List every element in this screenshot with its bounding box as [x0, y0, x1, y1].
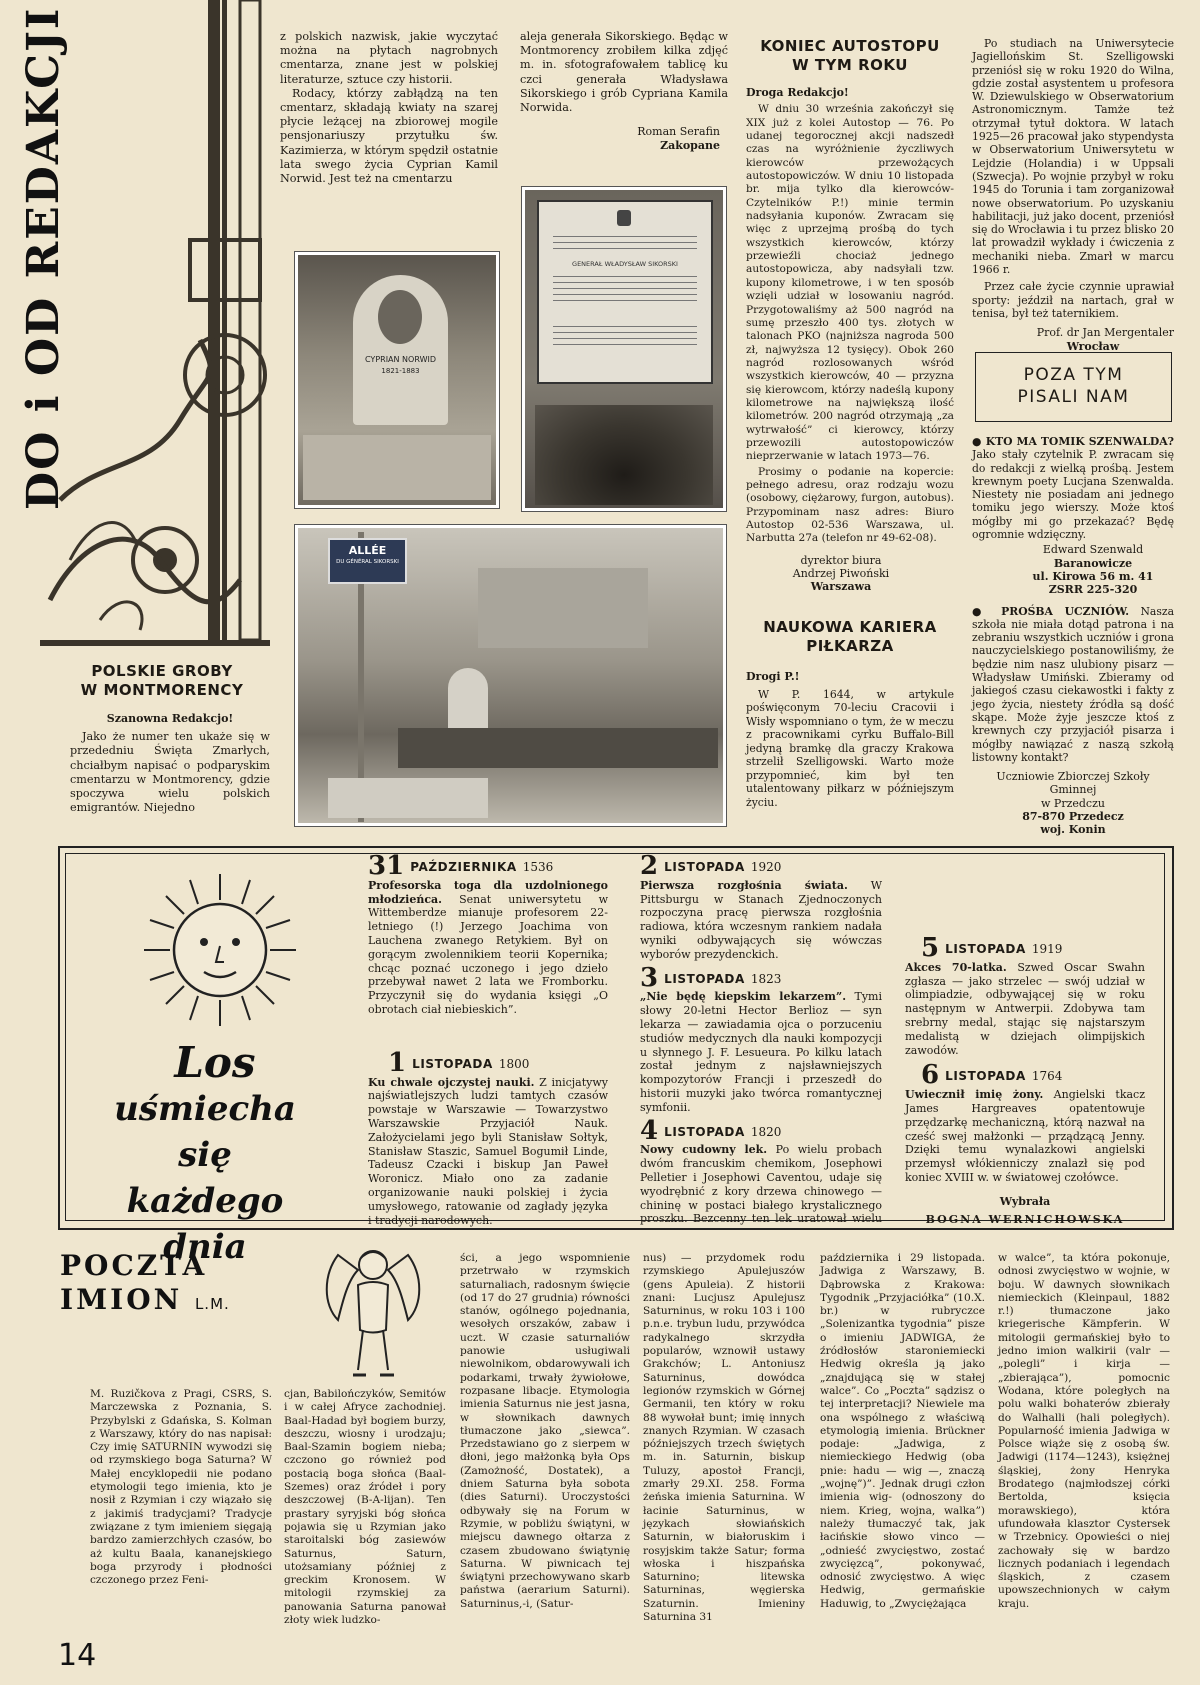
others-item2-body: Nasza szkoła nie miała dotąd patrona i na zebraniu wszystkich uczniów i grona nauczycielskiego postanowiliśmy, że będzie nim nasz ulubiony pisarz — Władysław Umiński. Zbieramy od jakiegoś czasu ciekawostki i fakty z jego życia, niestety źródła są dość skąpe. Może żyje jeszcze ktoś z krewnych czy przyjaciół pisarza i mógłby nawiązać z naszą szkołą listowny kontakt?	[972, 604, 1175, 764]
calendar-entry-year: 1800	[498, 1056, 530, 1071]
autostop-signature: dyrektor biura	[800, 553, 882, 567]
autostop-greeting: Droga Redakcjo!	[746, 86, 849, 99]
calendar-entry-head: Akces 70-latka.	[905, 960, 1007, 974]
photo-sikorski-plaque	[522, 187, 726, 511]
calendar-script-line3: każdego dnia	[126, 1181, 284, 1267]
calendar-entry-body: Angielski tkacz James Hargreaves opatentowuje przędzarkę mechaniczną, którą nazwał na cześć swej małżonki — prządzącą Jenny. Dzięki temu wynalazkowi angielski przemysł włókienniczy znalazł się pod koniec XVIII w. w światowej czołówce.	[905, 1088, 1146, 1184]
calendar-entry-year: 1536	[522, 860, 554, 874]
others-item2-signature: Uczniowie Zbiorczej Szkoły Gminnej	[996, 770, 1150, 797]
calendar-entry-body: Szwed Oscar Swahn zgłasza — jako strzelec — swój udział w olimpiadzie, odbywającej się w roku następnym w Antwerpii. Zdobywa tam srebrny medal, stając się najstarszym medalistą w dziejach olimpijskich zawodów.	[905, 960, 1146, 1057]
calendar-entry-month: PAŹDZIERNIKA	[410, 860, 517, 874]
calendar-entry-month: LISTOPADA	[412, 1056, 493, 1071]
names-column-6: w walce”, ta która pokonuje, odnosi zwycięstwo w wojnie, w boju. W dawnych słownikach niemieckich (Kleinpaul, 1882 r.!) tłumaczone jako kriegerische Kämpferin. W mitologii germańskiej było to jedno imion walkirii (valr — „polegli” i kirja — „zbierająca”), pomocnic Wodana, które poległych na polu walki bohaterów zbierały do Walhalli (hali poległych). Popularność imienia Jadwiga w Polsce wiąże się z osobą św. Jadwigi (1174—1243), księżnej śląskiej, żony Henryka Brodatego (najmłodszej córki Bertolda, księcia morawskiego), która ufundowała klasztor Cystersek w Trzebnicy. Opowieści o niej zachowały się w bardzo licznych podaniach i legendach śląskich, z czasem upowszechnionych w całym kraju.	[998, 1252, 1170, 1610]
calendar-entry-day: 2	[640, 851, 659, 881]
calendar-entry-body: Tymi słowy 20-letni Hector Berlioz — syn lekarza — zawiadamia ojca o porzuceniu studiów medycznych dla nauki kompozycji u słynnego J. F. Lesueura. Po kilku latach został jednym z najsławniejszych kompozytorów Francji i przeszedł do historii muzyki jako twórca romantycznej symfonii.	[640, 990, 882, 1114]
calendar-entry-year: 1823	[750, 971, 782, 986]
footballer-paragraph: Po studiach na Uniwersytecie Jagiellońskim St. Szelligowski przeniósł się w roku 1920 do Wilna, gdzie został asystentem u profesora W. Dziewulskiego w Obserwatorium Astronomicznym. Tamże też otrzymał tytuł doktora. W latach 1925—26 pracował jako stypendysta w Obserwatorium Uniwersytetu w Lejdzie (Holandia) i w Uppsali (Szwecja). Po wojnie przybył w roku 1945 do Torunia i tam zorganizował nowe obserwatorium. Po uzyskaniu habilitacji, już jako docent, przeniósł się do Wrocławia i tu przez blisko 20 lat prowadził wykłady i ćwiczenia z mechaniki nieba. Zmarł w marcu 1966 r.	[972, 37, 1174, 277]
names-column-4: nus) — przydomek rodu rzymskiego Apulejuszów (gens Apuleia). Z historii znani: Lucjusz Apulejusz Saturninus, w roku 103 i 100 p.n.e. trybun ludu, przywódca radykalnego skrzydła popularów, wznowił ustawy Grakchów; L. Antoniusz Saturninus, dowódca legionów rzymskich w Górnej Germanii, ten który w roku 88 wywołał bunt; imię innych znanych Rzymian. W czasach późniejszych trzech świętych m. in. Saturnin, biskup Tuluzy, apostoł Francji, zmarły 29.XI. 258. Forma żeńska imienia Saturnina. W łacinie Saturninus, w językach słowiańskich Saturnin, w białoruskim i rosyjskim także Satur; forma włoska i hiszpańska Saturnino; litewska Saturninas, węgierska Szaturnin. Imieniny Saturnina 31	[643, 1252, 805, 1624]
photo-sign-text-line2: DU GÉNÉRAL SIKORSKI	[336, 559, 399, 565]
calendar-entry-day: 31	[368, 851, 405, 881]
calendar-entry-body: Po wielu probach dwóm francuskim chemikom, Josephowi Pelletier i Josephowi Caventou, udaje się wyodrębnić z kory drzewa chinowego — chininę w postaci białego krystalicznego proszku. Bezcenny ten lek uratował wielu	[640, 1143, 882, 1226]
graves-signature-city: Zakopane	[660, 139, 720, 153]
sun-illustration	[140, 870, 300, 1030]
others-item2-signature: 87-870 Przedecz	[1022, 810, 1124, 824]
others-title-line1: POZA TYM	[1023, 365, 1124, 385]
photo-sign-text-line1: ALLÉE	[348, 544, 387, 557]
footballer-greeting: Drogi P.!	[746, 670, 800, 683]
others-item2-signature: woj. Konin	[1040, 823, 1106, 837]
calendar-entry-month: LISTOPADA	[945, 942, 1026, 956]
names-title-line1: POCZTA	[60, 1249, 208, 1282]
autostop-signature: Warszawa	[810, 580, 872, 594]
autostop-paragraph: Prosimy o podanie na kopercie: pełnego adresu, oraz rodzaju wozu (osobowy, ciężarowy, furgon, autobus). Przypominam nasz adres: Biuro Autostop 02-536 Warszawa, ul. Narbutta 27a (telefon nr 49-62-08).	[746, 465, 955, 545]
calendar-script-line1: Los	[174, 1038, 256, 1087]
calendar-entry-0	[368, 851, 608, 1017]
photo-cemetery-alley	[295, 525, 726, 826]
others-item1-signature: ul. Kirowa 56 m. 41	[1032, 569, 1154, 583]
calendar-entry-body: Senat uniwersytetu w Wittemberdze mianuje profesorem 22-letniego (!) Jerzego Joachima von Lauchena zwanego Retykiem. Był on gorącym zwolennikiem teorii Kopernika; chcąc poznać uczonego i jego dzieło przebywał nawet 2 lata we Fromborku. Przyczynił się do wydania księgi „O obrotach ciał niebieskich”.	[368, 892, 608, 1016]
calendar-entry-1	[368, 1047, 609, 1228]
calendar-entry-year: 1820	[750, 1124, 782, 1139]
others-item1-signature: ZSRR 225-320	[1048, 583, 1138, 597]
graves-signature-name: Roman Serafin	[637, 125, 720, 139]
calendar-entry-5	[905, 933, 1146, 1057]
page-number: 14	[58, 1638, 97, 1673]
graves-title-line2: W MONTMORENCY	[80, 681, 244, 699]
calendar-entry-day: 1	[388, 1047, 407, 1078]
footballer-title-line2: PIŁKARZA	[806, 637, 894, 655]
calendar-entry-month: LISTOPADA	[945, 1069, 1026, 1084]
calendar-entry-2	[640, 851, 882, 962]
names-column-1: M. Ruzičkova z Pragi, CSRS, S. Marczewska z Poznania, S. Przybylski z Gdańska, S. Kolman z Warszawy, który do nas napisał: Czy imię SATURNIN wywodzi się od rzymskiego boga Saturna? W Małej encyklopedii nie podano etymologii tego imienia, kto je nosił z Rzymian i czy wiązało się z jakimiś tradycjami? Tradycje związane z tym imieniem sięgają bardzo zamierzchłych czasów, bo aż kultu Baala, kananejskiego boga przyrody i płodności czczonego przez Feni-	[90, 1388, 272, 1587]
calendar-entry-year: 1920	[750, 860, 782, 874]
calendar-signature-label: Wybrała	[999, 1194, 1051, 1208]
autostop-title-line1: KONIEC AUTOSTOPU	[760, 37, 940, 55]
calendar-entry-year: 1764	[1031, 1069, 1063, 1084]
others-title-line2: PISALI NAM	[1017, 387, 1130, 407]
autostop-paragraph: W dniu 30 września zakończył się XIX już z kolei Autostop — 76. Po udanej tegorocznej akcji nadszedł czas na wyróżnienie życzliwych kierowców przewożących autostopowiczów. W dniu 10 listopada br. mija tylko dla kierowców-Czytelników P.!) minie termin nadsyłania kuponów. Zwracam się więc z uprzejmą prośbą do tych wszystkich kierowców, którzy przewieźli chociaż jednego autostopowicza, aby nadsyłali tzw. kupony kilometrowe, i w ten sposób wzięli udział w losowaniu nagród. Przygotowaliśmy aż 500 nagród na sumę przeszło 400 tys. złotych w talonach PKO (najniższa nagroda 500 zł, najwyższa 12 tysięcy). Obok 260 nagród rozlosowanych wśród wszystkich kierowców, 40 — przyzna się kierowcom, którzy nadeślą kupony kilometrowe na największą ilość kilometrów. 200 nagród otrzymają „za wytrwałość” ci kierowcy, którzy przewozili autostopowiczów nieprzerwanie w latach 1973—76.	[746, 103, 954, 463]
calendar-entry-head: „Nie będę kiepskim lekarzem”.	[640, 990, 847, 1004]
calendar-entry-month: LISTOPADA	[664, 860, 745, 874]
cherub-illustration	[318, 1235, 428, 1380]
autostop-signature: Andrzej Piwoński	[792, 567, 890, 581]
photo-norwid-caption: CYPRIAN NORWID	[364, 355, 437, 364]
calendar-entry-head: Uwiecznił imię żony.	[905, 1088, 1044, 1102]
others-item1-heading: ● KTO MA TOMIK SZENWALDA?	[972, 435, 1174, 448]
calendar-entry-month: LISTOPADA	[664, 1124, 745, 1139]
graves-paragraph: Rodacy, którzy zabłądzą na ten cmentarz, składają kwiaty na szarej płycie leżącej na zbiorowej mogile pensjonariuszy przytułku św. Kazimierza, w którym spędził ostatnie lata swego życia Cyprian Kamil Norwid. Jest też na cmentarzu	[280, 86, 498, 186]
graves-title-line1: POLSKIE GROBY	[91, 662, 233, 680]
footballer-paragraph: Przez całe życie czynnie uprawiał sporty: jeździł na nartach, grał w tenisa, był też taternikiem.	[972, 280, 1174, 320]
calendar-entry-year: 1919	[1031, 942, 1063, 956]
calendar-entry-6	[905, 1060, 1146, 1184]
calendar-entry-4	[640, 1115, 882, 1226]
calendar-entry-3	[640, 962, 882, 1115]
section-title-vertical: DO i OD REDAKCJI	[18, 6, 69, 510]
photo-norwid-grave	[295, 252, 499, 508]
footballer-signature: Prof. dr Jan Mergentaler	[1036, 326, 1174, 340]
names-column-5: października i 29 listopada. Jadwiga z Warszawy, B. Dąbrowska z Krakowa: Tygodnik „Przyjaciółka” (10.X. br.) w rubryczce „Solenizantka tygodnia” pisze o imieniu JADWIGA, że źródłosłów staroniemiecki Hedwig określa ją jako „znajdującą się w stałej walce”. Co „Poczta” sądzisz o tej interpretacji? Niewiele ma ona wspólnego z właściwą etymologią imienia. Brückner podaje: „Jadwiga, z niemieckiego Hedwig (oba pnie: hadu — wig —, znaczą „wojnę”)”. Jednak drugi człon imienia wig- (odnoszony do niem. Krieg, wojna, walka”) należy tłumaczyć tak, jak łacińskie słowo vinco — „odnieść zwycięstwo, zostać zwycięzcą”, pokonywać, odnosić zwycięstwo. A więc Hedwig, germańskie Haduwig, to „Zwyciężająca	[820, 1252, 985, 1610]
calendar-entry-day: 4	[640, 1115, 659, 1146]
names-title-line2: IMION	[60, 1283, 183, 1316]
others-item1-signature: Baranowicze	[1053, 556, 1133, 570]
calendar-entry-day: 6	[921, 1060, 940, 1091]
photo-norwid-dates: 1821-1883	[381, 367, 420, 375]
names-column-2: cjan, Babilończyków, Semitów i w całej Afryce zachodniej. Baal-Hadad był bogiem burzy, deszczu, wiosny i urodzaju; Baal-Szamin bogiem nieba; czczono go również pod postacią boga słońca (Baal-Szemes) oraz źródeł i pory deszczowej (B-A-lijan). Ten prastary syryjski bóg słońca pojawia się u Rzymian jako staroitalski bóg zasiewów Saturnus, Saturn, utożsamiany później z greckim Kronosem. W mitologii rzymskiej za panowania Saturna panował złoty wiek ludzko-	[284, 1388, 446, 1627]
others-item1-signature: Edward Szenwald	[1042, 543, 1144, 557]
footballer-paragraph: W P. 1644, w artykule poświęconym 70-leciu Cracovii i Wisły wspomniano o tym, że w meczu z pracownikami cyrku Buffalo-Bill jedyną bramkę dla graczy Krakowa strzelił Szelligowski. Warto może przypomnieć, kim był ten utalentowany piłkarz w późniejszym życiu.	[746, 687, 954, 809]
names-column-3: ści, a jego wspomnienie przetrwało w rzymskich saturnaliach, radosnym święcie (od 17 do 27 grudnia) równości stanów, ogólnego pojednania, wesołych orszaków, zabaw i uczt. W czasie saturnaliów panowie usługiwali niewolnikom, obdarowywali ich podarkami, trwały żywiołowe, rozpasane libacje. Etymologia imienia Saturnus nie jest jasna, w słownikach dawnych tłumaczone jako „siewca”. Przedstawiano go z sierpem w dłoni, jego małżonką była Ops (Zamożność, Dostatek), a dniem Saturna była sobota (dies Saturni). Uroczystości odbywały się na Forum w Rzymie, w pobliżu świątyni, w miejscu dawnego ołtarza z czasem zbudowano świątynię Saturna. W piwnicach tej świątyni przechowywano skarb państwa (aerarium Saturni). Saturninus,-i, (Satur-	[460, 1252, 630, 1610]
graves-paragraph: Jako że numer ten ukaże się w przededniu Święta Zmarłych, chciałbym napisać o podparyskim cmentarzu w Montmorency, gdzie spoczywa wielu polskich emigrantów. Niejedno	[70, 730, 270, 815]
autostop-title-line2: W TYM ROKU	[792, 56, 908, 74]
footballer-signature: Wrocław	[1066, 339, 1120, 353]
calendar-entry-body: W Pittsburgu w Stanach Zjednoczonych rozpoczyna pracę pierwsza rozgłośnia radiowa, która wczesnym rankiem nadała wyniki odbywających się wówczas wyborów prezydenckich.	[640, 878, 882, 961]
calendar-script-line2: uśmiecha się	[114, 1089, 296, 1175]
footballer-title-line1: NAUKOWA KARIERA	[763, 618, 937, 636]
calendar-entry-day: 5	[921, 933, 940, 963]
others-item2-heading: ● PROŚBA UCZNIÓW.	[972, 604, 1130, 618]
calendar-entry-head: Ku chwale ojczystej nauki.	[368, 1075, 535, 1089]
graves-paragraph: aleja generała Sikorskiego. Będąc w Montmorency zrobiłem kilka zdjęć m. in. sfotografowałem tablicę ku czci generała Władysława Sikorskiego i grób Cypriana Kamila Norwida.	[520, 30, 728, 115]
photo-plaque-text: GENERAŁ WŁADYSŁAW SIKORSKI	[572, 260, 678, 268]
section-box-others	[975, 352, 1172, 422]
graves-paragraph: z polskich nazwisk, jakie wyczytać można na płytach nagrobnych cmentarza, znane jest w polskiej literaturze, sztuce czy historii.	[280, 30, 498, 86]
calendar-entry-day: 3	[640, 962, 659, 993]
calendar-signature-name: BOGNA WERNICHOWSKA	[925, 1212, 1125, 1226]
names-author: L.M.	[194, 1295, 230, 1313]
calendar-entry-body: Z inicjatywy najświatlejszych ludzi tamtych czasów powstaje w Warszawie — Towarzystwo Warszawskie Przyjaciół Nauk. Założycielami jego byli Stanisław Sołtyk, Stanisław Staszic, Samuel Bogumił Linde, Tadeusz Czacki i biskup Jan Paweł Woronicz. Miało ono za zadanie organizowanie nauki polskiej i życia umysłowego, ratowanie od zagłady języka i tradycji narodowych.	[368, 1075, 609, 1227]
others-item1-body: Jako stały czytelnik P. zwracam się do redakcji z wielką prośbą. Jestem krewnym poety Lucjana Szenwalda. Niestety nie posiadam ani jednego tomiku jego wierszy. Może ktoś mógłby mi go przekazać? Będę ogromnie wdzięczny.	[972, 448, 1174, 542]
calendar-entry-head: Pierwsza rozgłośnia świata.	[640, 878, 848, 892]
decorative-ornament	[40, 0, 275, 655]
graves-greeting: Szanowna Redakcjo!	[106, 712, 234, 725]
calendar-entry-head: Profesorska toga dla uzdolnionego młodzieńca.	[368, 878, 608, 906]
others-item2-signature: w Przedczu	[1041, 796, 1105, 810]
calendar-entry-month: LISTOPADA	[664, 971, 745, 986]
calendar-entry-head: Nowy cudowny lek.	[640, 1143, 768, 1157]
